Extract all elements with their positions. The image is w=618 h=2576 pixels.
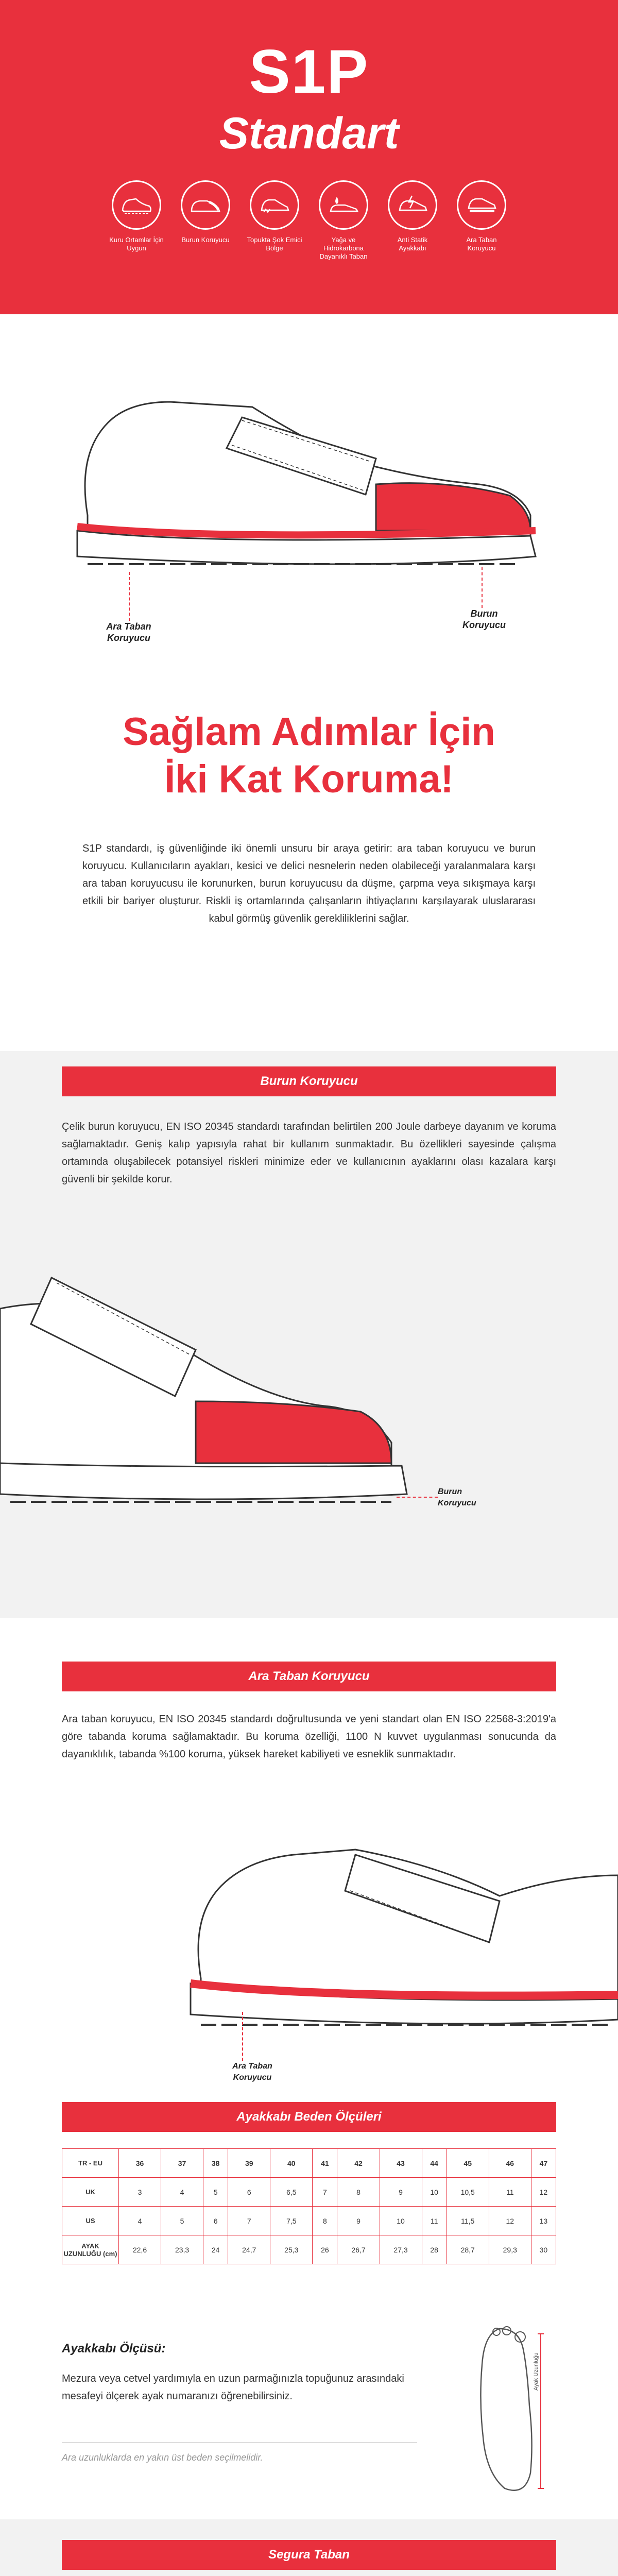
table-row	[62, 2235, 556, 2264]
feature-list	[108, 180, 510, 261]
measure-title: Ayakkabı Ölçüsü:	[62, 2342, 166, 2355]
toe-paragraph: Çelik burun koruyucu, EN ISO 20345 standardı tarafından belirtilen 200 Joule darbeye dayanım ve koruma sağlamaktadır. Geniş kalıp yapısıyla rahat bir kullanım sunmaktadır. Bu özellikleri sayesinde çalışma ortamında oluşabilecek potansiyel riskleri minimize eder ve kullanıcının ayaklarını olası kazalara karşı güvenli bir şekilde korur.	[62, 1121, 556, 1185]
table-cell: 47	[531, 2149, 556, 2178]
divider	[62, 2442, 417, 2443]
measure-note: Ara uzunluklarda en yakın üst beden seçilmelidir.	[62, 2452, 263, 2463]
table-cell: 7,5	[270, 2207, 313, 2235]
feature-item	[246, 180, 303, 261]
feature-label: Yağa ve Hidrokarbona Dayanıklı Taban	[319, 236, 368, 260]
table-cell: 8	[337, 2178, 380, 2207]
heel-energy-icon	[250, 180, 299, 230]
feature-item	[384, 180, 441, 261]
table-cell: 6	[228, 2178, 270, 2207]
table-cell: 36	[119, 2149, 161, 2178]
feature-label: Burun Koruyucu	[181, 236, 230, 244]
table-cell: 9	[337, 2207, 380, 2235]
table-cell: 46	[489, 2149, 531, 2178]
table-cell: 5	[161, 2207, 203, 2235]
table-cell: 45	[447, 2149, 489, 2178]
table-cell: 7	[228, 2207, 270, 2235]
midsole-paragraph: Ara taban koruyucu, EN ISO 20345 standardı doğrultusunda ve yeni standart olan EN ISO 22568-3:2019'a göre tabanda koruma sağlamaktadır. Bu koruma özelliği, 1100 N kuvvet uygulanması sonucunda da dayanıklılık, tabanda %100 koruma, yüksek hareket kabiliyeti ve esneklik sunmaktadır.	[62, 1714, 556, 1760]
shoe-illustration-toe	[0, 1247, 464, 1515]
intro-paragraph: S1P standardı, iş güvenliğinde iki önemli unsuru bir araya getirir: ara taban koruyucu ve burun koruyucu. Kullanıcıların ayakları, kesici ve delici nesnelerin neden olabileceği yaralanmalara karşı ara taban koruyucusu ile korunurken, burun koruyucusu da düşme, çarpma veya sıkışmaya karşı etkili bir bariyer oluşturur. Riskli iş ortamlarında çalışanların ihtiyaçlarını karşılayarak uluslararası kabul görmüş güvenlik gerekliliklerini sağlar.	[82, 843, 536, 924]
hero-banner	[0, 0, 618, 314]
table-cell: 10,5	[447, 2178, 489, 2207]
table-cell: 4	[161, 2178, 203, 2207]
standard-subtitle: Standart	[219, 109, 399, 158]
table-cell: 5	[203, 2178, 228, 2207]
table-cell: 24,7	[228, 2235, 270, 2264]
table-cell: 13	[531, 2207, 556, 2235]
table-cell: UK	[62, 2178, 119, 2207]
table-cell: AYAK UZUNLUĞU (cm)	[62, 2235, 119, 2264]
table-cell: 28	[422, 2235, 447, 2264]
table-cell: 4	[119, 2207, 161, 2235]
table-cell: 10	[422, 2178, 447, 2207]
midsole-icon	[457, 180, 506, 230]
headline-line: İki Kat Koruma!	[164, 757, 454, 801]
table-cell: 43	[380, 2149, 422, 2178]
shoe-grip-icon	[112, 180, 161, 230]
toe-guard-icon	[181, 180, 230, 230]
foot-outline-icon	[453, 2318, 566, 2504]
table-cell: 40	[270, 2149, 313, 2178]
section-bar: Segura Taban	[62, 2540, 556, 2570]
toe-callout: Burun Koruyucu	[438, 1487, 476, 1507]
table-cell: 7	[313, 2178, 337, 2207]
callout-line	[397, 1497, 438, 1498]
table-cell: 39	[228, 2149, 270, 2178]
table-cell: 41	[313, 2149, 337, 2178]
table-cell: 44	[422, 2149, 447, 2178]
section-bar: Ayakkabı Beden Ölçüleri	[62, 2102, 556, 2132]
feature-label: Kuru Ortamlar İçin Uygun	[109, 236, 164, 252]
table-row	[62, 2207, 556, 2235]
table-cell: 38	[203, 2149, 228, 2178]
table-cell: 25,3	[270, 2235, 313, 2264]
table-cell: 23,3	[161, 2235, 203, 2264]
table-cell: 11	[422, 2207, 447, 2235]
table-cell: 12	[489, 2207, 531, 2235]
table-cell: 9	[380, 2178, 422, 2207]
feature-label: Ara Taban Koruyucu	[466, 236, 497, 252]
table-row	[62, 2149, 556, 2178]
table-cell: 26,7	[337, 2235, 380, 2264]
shoe-illustration-midsole	[170, 1814, 618, 2035]
table-cell: TR - EU	[62, 2149, 119, 2178]
feature-item	[177, 180, 234, 261]
table-cell: 8	[313, 2207, 337, 2235]
table-cell: 29,3	[489, 2235, 531, 2264]
antistatic-icon	[388, 180, 437, 230]
table-cell: 30	[531, 2235, 556, 2264]
section-bar: Ara Taban Koruyucu	[62, 1662, 556, 1691]
table-cell: 11	[489, 2178, 531, 2207]
table-cell: 6,5	[270, 2178, 313, 2207]
feature-item	[315, 180, 372, 261]
table-cell: 11,5	[447, 2207, 489, 2235]
headline-line: Sağlam Adımlar İçin	[123, 710, 495, 754]
toe-callout: Burun Koruyucu	[462, 608, 506, 630]
callout-line	[129, 572, 130, 621]
table-cell: 37	[161, 2149, 203, 2178]
table-cell: 3	[119, 2178, 161, 2207]
table-cell: 22,6	[119, 2235, 161, 2264]
feature-item	[453, 180, 510, 261]
feature-label: Topukta Şok Emici Bölge	[247, 236, 302, 252]
section-bar: Burun Koruyucu	[62, 1066, 556, 1096]
midsole-callout: Ara Taban Koruyucu	[232, 2062, 272, 2082]
table-cell: 26	[313, 2235, 337, 2264]
main-headline	[0, 708, 618, 803]
table-cell: US	[62, 2207, 119, 2235]
shoe-illustration-main	[57, 361, 561, 587]
table-row	[62, 2178, 556, 2207]
measure-text: Mezura veya cetvel yardımıyla en uzun parmağınızla topuğunuz arasındaki mesafeyi ölçerek ayak numaranızı öğrenebilirsiniz.	[62, 2373, 404, 2402]
table-cell: 10	[380, 2207, 422, 2235]
callout-line	[242, 2012, 243, 2061]
feature-label: Anti Statik Ayakkabı	[397, 236, 428, 252]
standard-title: S1P	[249, 37, 369, 106]
table-cell: 12	[531, 2178, 556, 2207]
table-cell: 42	[337, 2149, 380, 2178]
table-cell: 24	[203, 2235, 228, 2264]
size-table	[62, 2148, 556, 2264]
callout-line	[482, 567, 483, 608]
table-cell: 27,3	[380, 2235, 422, 2264]
midsole-callout: Ara Taban Koruyucu	[106, 621, 151, 643]
foot-length-label: Ayak Uzunluğu	[533, 2352, 539, 2391]
table-cell: 28,7	[447, 2235, 489, 2264]
feature-item	[108, 180, 165, 261]
sole-hydrocarbon-icon	[319, 180, 368, 230]
table-cell: 6	[203, 2207, 228, 2235]
